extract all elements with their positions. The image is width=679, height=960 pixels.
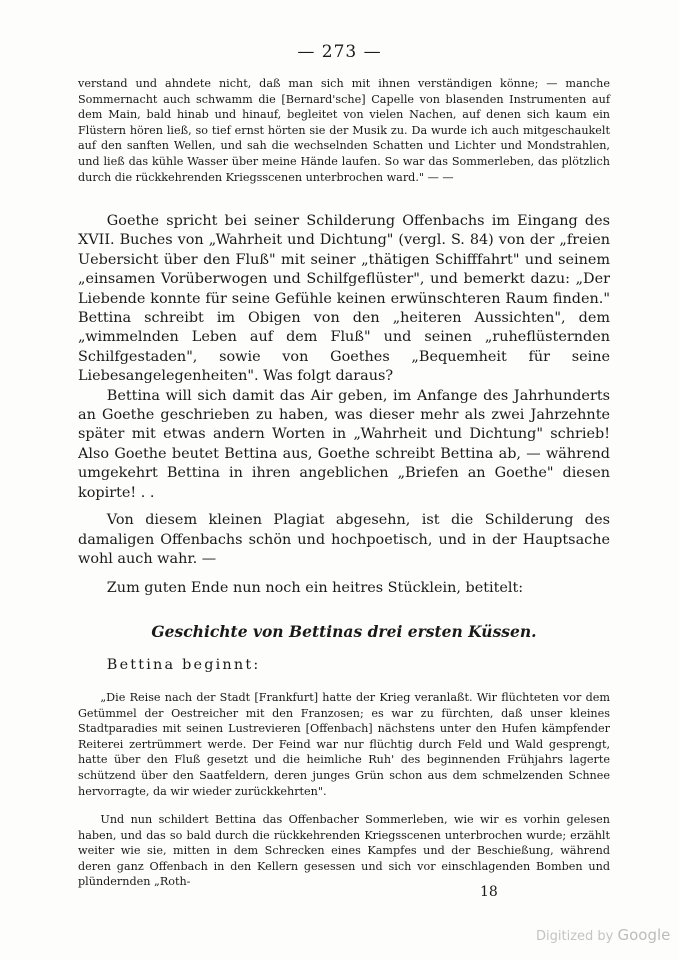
section-intro: Bettina beginnt:	[106, 657, 261, 673]
paragraph-stuecklein: Zum guten Ende nun noch ein heitres Stücklein, betitelt:	[106, 580, 524, 597]
paragraph-plagiat: Von diesem kleinen Plagiat abgesehn, ist die Schilderung des damaligen Offenbachs schön und hochpoetisch, und in der Hauptsache wohl auch wahr. —	[78, 512, 610, 567]
closing-block	[78, 812, 610, 890]
watermark-prefix: Digitized by	[536, 929, 614, 944]
closing-paragraph: Und nun schildert Bettina das Offenbacher Sommerleben, wie wir es vorhin gelesen haben, und das so bald durch die rückkehrenden Kriegsscenen unterbrochen wurde; erzählt weiter wie sie, mitten in dem Schrecken eines Kampfes und der Beschießung, während deren ganz Offenbach in den Kellern gesessen und sich vor einschlagenden Bomben und plündernden „Roth-	[78, 813, 610, 889]
paragraph-goethe: Goethe spricht bei seiner Schilderung Offenbachs im Eingang des XVII. Buches von „Wahrheit und Dichtung" (vergl. S. 84) von der „freien Uebersicht über den Fluß" mit seiner „thätigen Schifffahrt" und seinem „einsamen Vorüberwogen und Schilfgeflüster", und bemerkt dazu: „Der Liebende konnte für seine Gefühle keinen erwünschteren Raum finden." Bettina schreibt im Obigen von den „heiteren Aussichten", dem „wimmelnden Leben auf dem Fluß" und seinen „ruheflüsternden Schilfgestaden", sowie von Goethes „Bequemheit für seine Liebesangelegenheiten". Was folgt daraus?	[78, 213, 610, 385]
google-logo: Google	[617, 926, 671, 944]
quote-continuation	[78, 76, 610, 185]
signature-mark: 18	[480, 884, 498, 900]
section-quote: „Die Reise nach der Stadt [Frankfurt] hatte der Krieg veranlaßt. Wir flüchteten vor dem Getümmel der Oestreicher mit den Franzosen; es war zu fürchten, daß unser kleines Stadtparadies mit seinen Lustrevieren [Offenbach] nächstens unter den Hufen kämpfender Reiterei zertrümmert werde. Der Feind war nur flüchtig durch Feld und Wald gesprengt, hatte über den Fluß gesetzt und die heimliche Ruh' des beginnenden Frühjahrs lagerte schützend über den Saatfeldern, deren junges Grün schon aus dem schmelzenden Schnee hervorragte, da wir wieder zurückkehrten".	[78, 691, 610, 798]
digitized-watermark	[536, 926, 670, 944]
section-intro-block	[78, 656, 610, 675]
section-quote-block	[78, 690, 610, 799]
section-heading: Geschichte von Bettinas drei ersten Küssen.	[151, 622, 537, 641]
paragraph-bettina-air: Bettina will sich damit das Air geben, im Anfange des Jahrhunderts an Goethe geschrieben zu haben, was dieser mehr als zwei Jahrzehnte später mit etwas andern Worten in „Wahrheit und Dichtung" schrieb! Also Goethe beutet Bettina aus, Goethe schreibt Bettina ab, — während umgekehrt Bettina in ihren angeblichen „Briefen an Goethe" diesen kopirte! . .	[78, 387, 610, 501]
quote-continuation-text: verstand und ahndete nicht, daß man sich mit ihnen verständigen könne; — manche Sommernacht auch schwamm die [Bernard'sche] Capelle von blasenden Instrumenten auf dem Main, bald hinab und hinauf, begleitet von vielen Nachen, auf denen sich kaum ein Flüstern hören ließ, so tief ernst hörten sie der Musik zu. Da wurde ich auch mitgeschaukelt auf den sanften Wellen, und sah die wechselnden Schatten und Lichter und Mondstrahlen, und ließ das kühle Wasser über meine Hände laufen. So war das Sommerleben, das plötzlich durch die rückkehrenden Kriegsscenen unterbrochen ward." — —	[78, 77, 610, 184]
main-text	[78, 212, 610, 599]
page-number: — 273 —	[297, 42, 382, 62]
